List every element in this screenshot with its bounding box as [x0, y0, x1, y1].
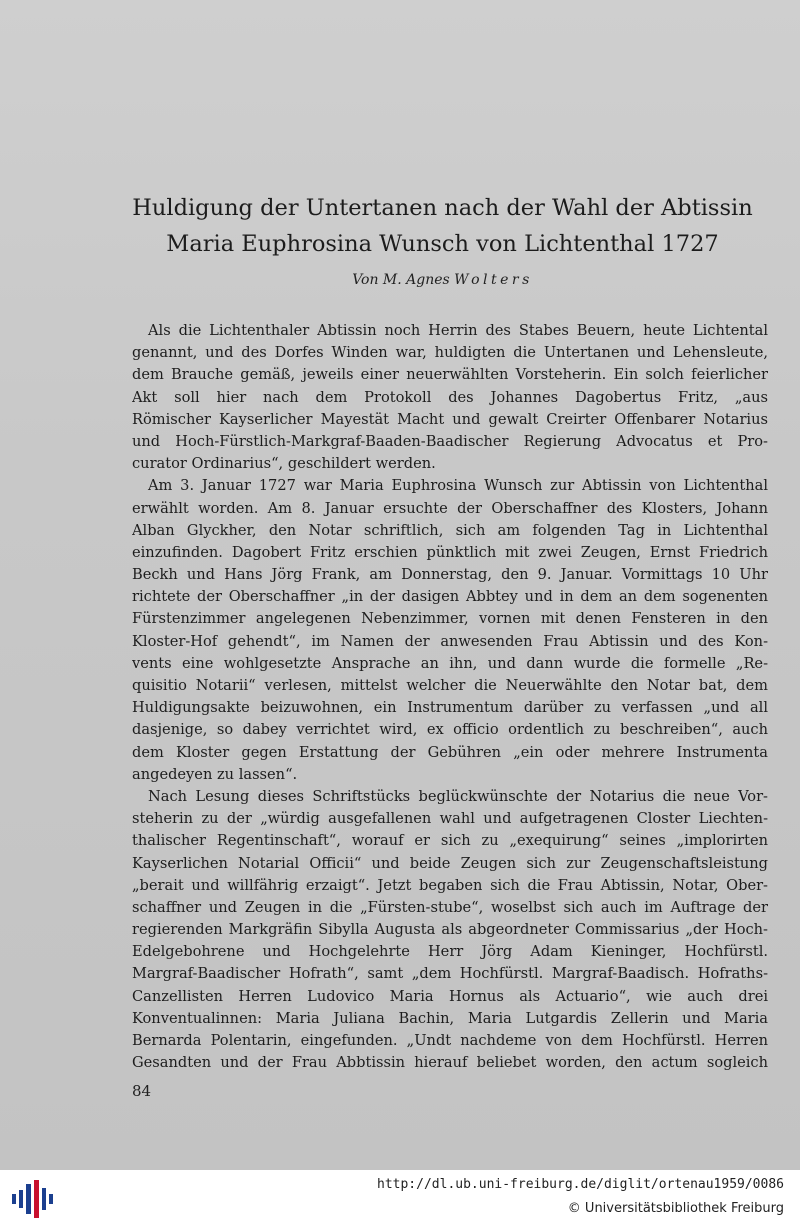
text-line: Kayserlichen Notarial Officii“ und beide Zeugen sich zur Zeugenschaftsleistung: [132, 854, 768, 872]
text-line: und Hoch-Fürstlich-Markgraf-Baaden-Baadischer Regierung Advocatus et Pro-: [132, 432, 768, 450]
text-line: Huldigungsakte beizuwohnen, ein Instrumentum darüber zu verfassen „und all: [132, 699, 768, 717]
text-line: quisitio Notarii“ verlesen, mittelst welcher die Neuerwählte den Notar bat, dem: [132, 677, 768, 694]
text-line: dasjenige, so dabey verrichtet wird, ex officio ordentlich zu beschreiben“, auch: [132, 721, 768, 739]
copyright-notice: © Universitätsbibliothek Freiburg: [567, 1201, 784, 1216]
author-surname: Wolters: [454, 272, 533, 288]
text-line: Bernarda Polentarin, eingefunden. „Undt nachdeme von dem Hochfürstl. Herren: [132, 1032, 768, 1049]
text-line: steherin zu der „würdig ausgefallenen wahl und aufgetragenen Closter Liechten-: [132, 810, 768, 828]
text-line: Kloster-Hof gehendt“, im Namen der anwesenden Frau Abtissin und des Kon-: [132, 632, 768, 650]
text-line: Als die Lichtenthaler Abtissin noch Herrin des Stabes Beuern, heute Lichtental: [148, 322, 768, 339]
ub-freiburg-logo-icon: [10, 1176, 56, 1222]
footer-bar: [0, 1170, 800, 1226]
text-line: Alban Glyckher, den Notar schriftlich, sich am folgenden Tag in Lichtenthal: [132, 521, 768, 539]
text-line: Konventualinnen: Maria Juliana Bachin, Maria Lutgardis Zellerin und Maria: [132, 1009, 768, 1027]
title-line-1: Huldigung der Untertanen nach der Wahl der Abtissin: [132, 195, 753, 221]
text-line: Gesandten und der Frau Abbtissin hierauf beliebet worden, den actum sogleich: [132, 1054, 768, 1072]
article-author: [100, 272, 785, 288]
page-number: 84: [132, 1082, 152, 1100]
permalink-url[interactable]: http://dl.ub.uni-freiburg.de/diglit/ortenau1959/0086: [377, 1177, 784, 1192]
text-line: Akt soll hier nach dem Protokoll des Johannes Dagobertus Fritz, „aus: [132, 388, 768, 406]
text-line: vents eine wohlgesetzte Ansprache an ihn, und dann wurde die formelle „Re-: [132, 654, 768, 672]
text-line: Fürstenzimmer angelegenen Nebenzimmer, vornen mit denen Fensteren in den: [132, 610, 768, 628]
text-line: thalischer Regentinschaft“, worauf er sich zu „exequirung“ seines „implorirten: [132, 832, 768, 850]
text-line: Margraf-Baadischer Hofrath“, samt „dem Hochfürstl. Margraf-Baadisch. Hofraths-: [132, 965, 768, 983]
text-line: Beckh und Hans Jörg Frank, am Donnerstag, den 9. Januar. Vormittags 10 Uhr: [132, 566, 768, 584]
author-prefix: Von M. Agnes: [352, 272, 455, 288]
text-line: einzufinden. Dagobert Fritz erschien pünktlich mit zwei Zeugen, Ernst Friedrich: [132, 543, 768, 561]
text-line: genannt, und des Dorfes Winden war, huldigten die Untertanen und Lehensleute,: [132, 344, 768, 362]
text-line: richtete der Oberschaffner „in der dasigen Abbtey und in dem an dem sogenenten: [132, 588, 768, 606]
text-line: Edelgebohrene und Hochgelehrte Herr Jörg Adam Kieninger, Hochfürstl.: [132, 943, 768, 961]
text-line: „berait und willfährig erzaigt“. Jetzt begaben sich die Frau Abtissin, Notar, Ober-: [132, 876, 768, 894]
text-line: erwählt worden. Am 8. Januar ersuchte der Oberschaffner des Klosters, Johann: [132, 499, 768, 517]
text-line: dem Kloster gegen Erstattung der Gebühren „ein oder mehrere Instrumenta: [132, 743, 768, 761]
text-line: angedeyen zu lassen“.: [132, 765, 298, 783]
text-line: Römischer Kayserlicher Mayestät Macht und gewalt Creirter Offenbarer Notarius: [132, 410, 768, 428]
text-line: Am 3. Januar 1727 war Maria Euphrosina Wunsch zur Abtissin von Lichtenthal: [148, 477, 768, 495]
article-body: [132, 320, 768, 1074]
title-line-2: Maria Euphrosina Wunsch von Lichtenthal 1727: [166, 231, 719, 257]
text-line: curator Ordinarius“, geschildert werden.: [132, 455, 436, 473]
text-line: schaffner und Zeugen in die „Fürsten-stube“, woselbst sich auch im Auftrage der: [132, 898, 768, 916]
text-line: dem Brauche gemäß, jeweils einer neuerwählten Vorsteherin. Ein solch feierlicher: [132, 366, 768, 384]
text-line: regierenden Markgräfin Sibylla Augusta als abgeordneter Commissarius „der Hoch-: [132, 921, 768, 939]
text-line: Canzellisten Herren Ludovico Maria Hornus als Actuario“, wie auch drei: [132, 987, 768, 1005]
text-line: Nach Lesung dieses Schriftstücks beglückwünschte der Notarius die neue Vor-: [148, 787, 768, 805]
article-title: [100, 190, 785, 262]
